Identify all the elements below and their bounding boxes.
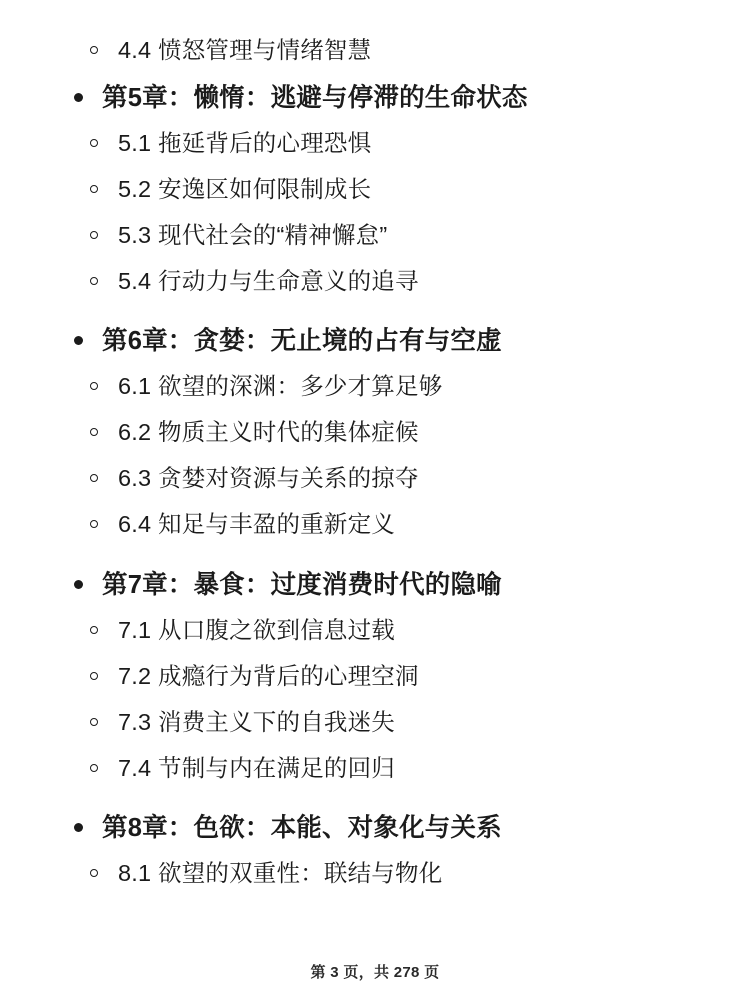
hollow-bullet-icon xyxy=(90,718,98,726)
hollow-bullet-icon xyxy=(90,139,98,147)
toc-section-item[interactable] xyxy=(60,508,690,541)
hollow-bullet-icon xyxy=(90,277,98,285)
hollow-bullet-icon xyxy=(90,46,98,54)
page-footer: 第 3 页，共 278 页 xyxy=(310,964,440,981)
filled-bullet-icon xyxy=(74,336,83,345)
toc-chapter-item[interactable] xyxy=(60,80,690,117)
hollow-bullet-icon xyxy=(90,520,98,528)
toc-section-list xyxy=(60,614,690,785)
toc-section-item[interactable] xyxy=(60,752,690,785)
toc-section-item[interactable] xyxy=(60,370,690,403)
toc-section-item[interactable] xyxy=(60,265,690,298)
toc-section-list xyxy=(60,370,690,541)
toc-section-item[interactable] xyxy=(60,127,690,160)
toc-section-item[interactable] xyxy=(60,34,690,67)
toc-chapter-label: 第7章：暴食：过度消费时代的隐喻 xyxy=(102,570,502,599)
toc-chapter-label: 第5章：懒惰：逃避与停滞的生命状态 xyxy=(102,83,528,112)
toc-section-label: 8.1 欲望的双重性：联结与物化 xyxy=(118,860,443,887)
toc-section-list xyxy=(60,857,690,890)
toc-chapter-label: 第8章：色欲：本能、对象化与关系 xyxy=(102,814,502,843)
toc-section-item[interactable] xyxy=(60,462,690,495)
toc-section-label: 7.1 从口腹之欲到信息过载 xyxy=(118,616,395,643)
toc-section-list xyxy=(60,127,690,298)
toc-chapter-item[interactable] xyxy=(60,323,690,360)
toc-chapter-label: 第6章：贪婪：无止境的占有与空虚 xyxy=(102,327,502,356)
toc-section-label: 6.1 欲望的深渊：多少才算足够 xyxy=(118,373,443,400)
toc-section-item[interactable] xyxy=(60,614,690,647)
toc-section-item[interactable] xyxy=(60,660,690,693)
toc-orphan-sections xyxy=(60,34,690,67)
toc-section-item[interactable] xyxy=(60,706,690,739)
toc-section-label: 5.4 行动力与生命意义的追寻 xyxy=(118,267,419,294)
toc-section-label: 5.1 拖延背后的心理恐惧 xyxy=(118,129,372,156)
toc-section-label: 7.3 消费主义下的自我迷失 xyxy=(118,708,395,735)
toc-section-label: 6.3 贪婪对资源与关系的掠夺 xyxy=(118,465,419,492)
hollow-bullet-icon xyxy=(90,626,98,634)
toc-section-label: 4.4 愤怒管理与情绪智慧 xyxy=(118,37,372,63)
toc-chapter-item[interactable] xyxy=(60,810,690,847)
toc-list xyxy=(60,80,690,890)
toc-section-label: 7.2 成瘾行为背后的心理空洞 xyxy=(118,662,419,689)
hollow-bullet-icon xyxy=(90,428,98,436)
hollow-bullet-icon xyxy=(90,231,98,239)
toc-section-item[interactable] xyxy=(60,416,690,449)
toc-section-label: 5.2 安逸区如何限制成长 xyxy=(118,175,372,202)
hollow-bullet-icon xyxy=(90,764,98,772)
toc-section-label: 6.2 物质主义时代的集体症候 xyxy=(118,419,419,446)
filled-bullet-icon xyxy=(74,93,83,102)
toc-section-item[interactable] xyxy=(60,219,690,252)
toc-section-item[interactable] xyxy=(60,857,690,890)
filled-bullet-icon xyxy=(74,580,83,589)
hollow-bullet-icon xyxy=(90,185,98,193)
filled-bullet-icon xyxy=(74,823,83,832)
toc-section-label: 5.3 现代社会的“精神懈怠” xyxy=(118,221,388,248)
toc-section-label: 7.4 节制与内在满足的回归 xyxy=(118,754,395,781)
hollow-bullet-icon xyxy=(90,672,98,680)
toc-section-item[interactable] xyxy=(60,173,690,206)
hollow-bullet-icon xyxy=(90,382,98,390)
hollow-bullet-icon xyxy=(90,869,98,877)
toc-section-label: 6.4 知足与丰盈的重新定义 xyxy=(118,511,395,538)
toc-chapter-item[interactable] xyxy=(60,567,690,604)
hollow-bullet-icon xyxy=(90,474,98,482)
